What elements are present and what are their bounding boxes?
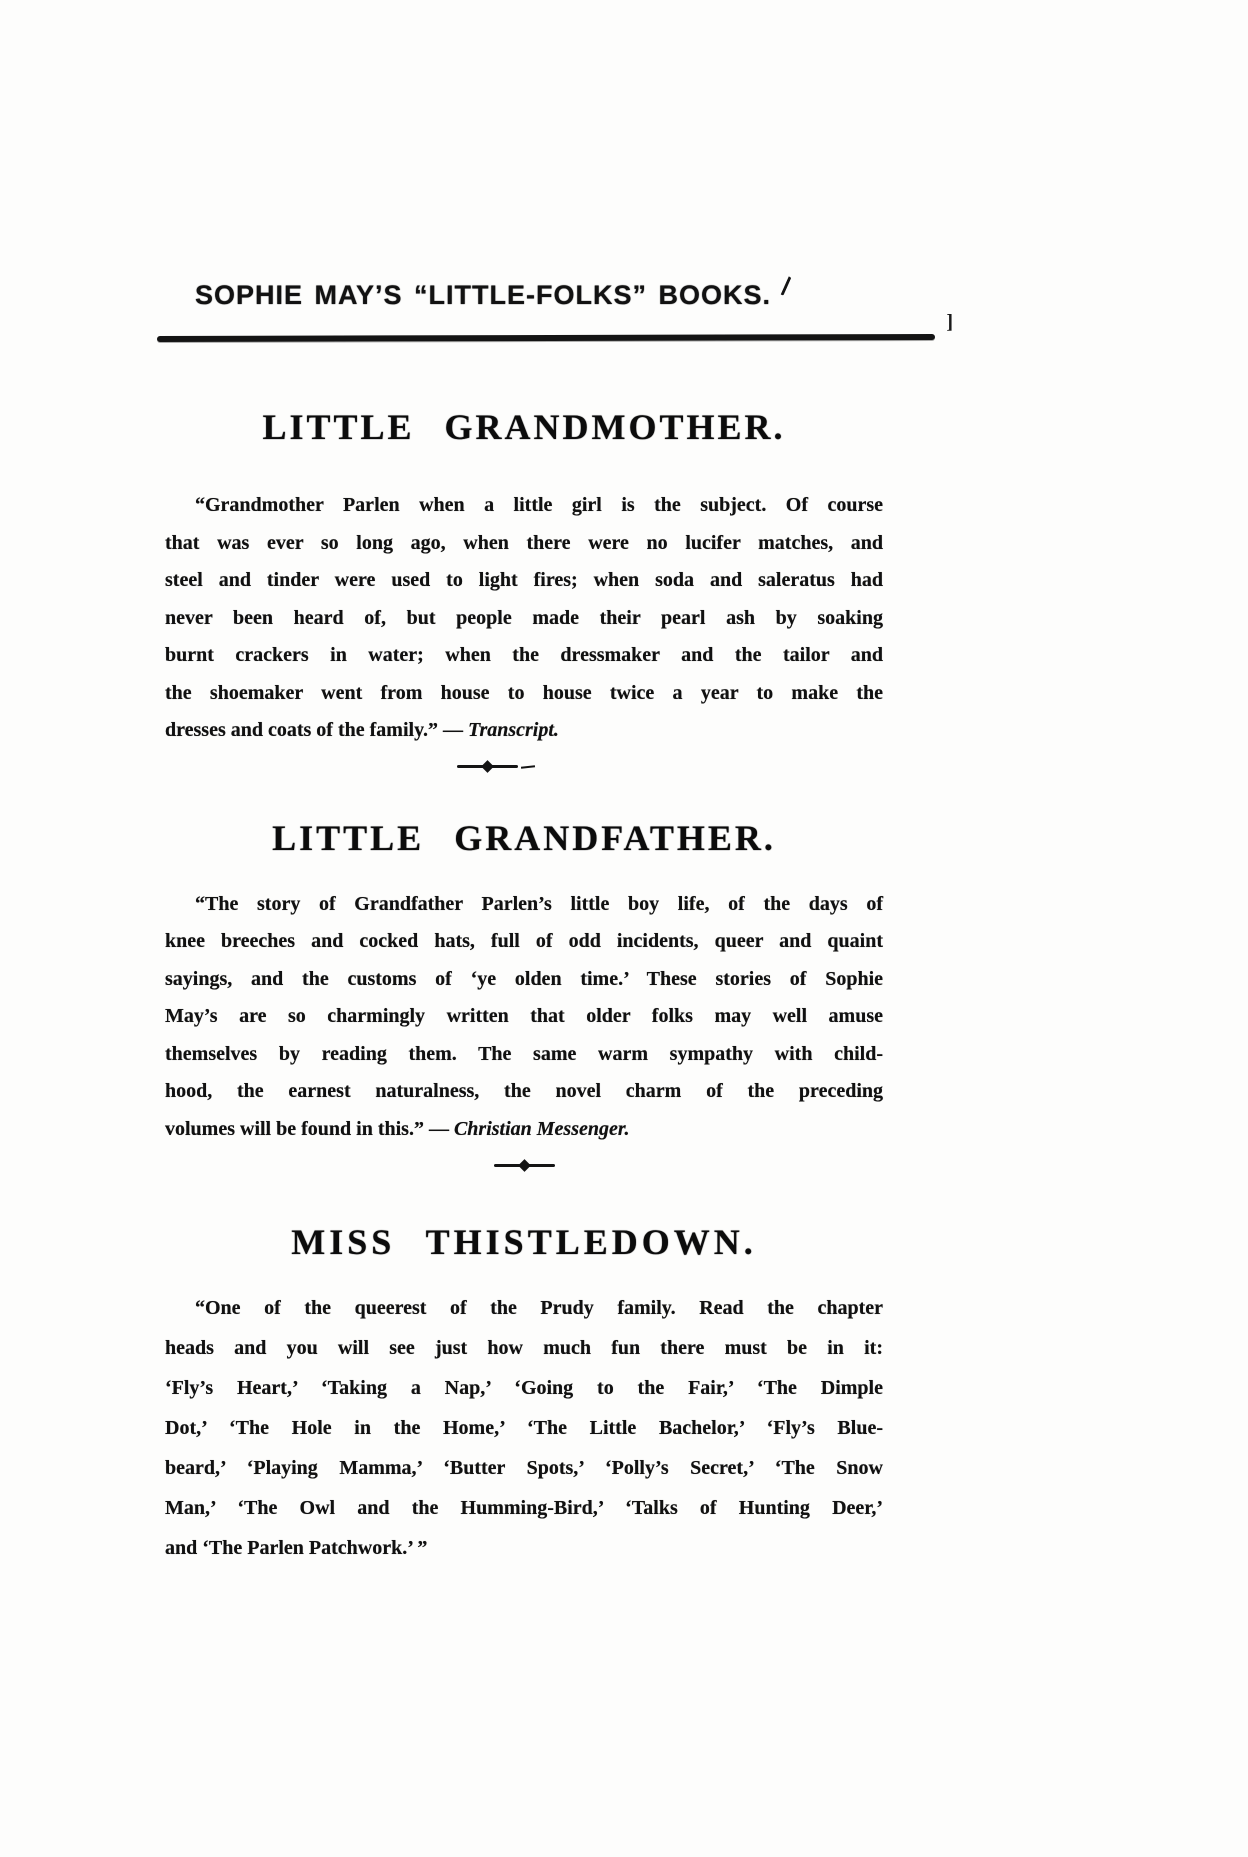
tailpiece-ornament-icon [165, 1160, 883, 1170]
ornament-diamond [481, 760, 494, 773]
text-line: Dot,’ ‘The Hole in the Home,’ ‘The Little Bachelor,’ ‘Fly’s Blue- [165, 1417, 883, 1439]
text-line: May’s are so charmingly written that older folks may well amuse [165, 1005, 883, 1027]
text-line: beard,’ ‘Playing Mamma,’ ‘Butter Spots,’ ‘Polly’s Secret,’ ‘The Snow [165, 1457, 883, 1479]
series-header [195, 280, 883, 311]
text-line: steel and tinder were used to light fires; when soda and saleratus had [165, 569, 883, 591]
text-line: hood, the earnest naturalness, the novel charm of the preceding [165, 1080, 883, 1102]
text-line: knee breeches and cocked hats, full of odd incidents, queer and quaint [165, 930, 883, 952]
attribution-source: Christian Messenger. [453, 1117, 630, 1140]
section-title-little-grandmother: LITTLE GRANDMOTHER. [262, 407, 786, 447]
tailpiece-ornament-icon [137, 762, 855, 772]
text-line: sayings, and the customs of ‘ye olden time.’ These stories of Sophie [165, 967, 883, 990]
review-quote-miss-thistledown [165, 1288, 883, 1568]
text-line: burnt crackers in water; when the dressmaker and the tailor and [165, 644, 883, 666]
header-rule [157, 334, 935, 342]
quote-end: and ‘The Parlen Patchwork.’ ” [165, 1537, 428, 1559]
text-line: Man,’ ‘The Owl and the Humming-Bird,’ ‘Talks of Hunting Deer,’ [165, 1497, 883, 1519]
text-line [165, 712, 883, 750]
section-title-miss-thistledown: MISS THISTLEDOWN. [291, 1222, 757, 1262]
quote-end: volumes will be found in this.” — [165, 1117, 454, 1140]
text-block [165, 0, 953, 1568]
quill-flourish-icon [772, 272, 792, 296]
attribution-source: Transcript. [467, 719, 559, 741]
review-quote-little-grandmother [165, 487, 883, 750]
header-rule-wrap [157, 311, 953, 341]
ornament-dash [490, 765, 518, 768]
text-line: themselves by reading them. The same warm sympathy with child- [165, 1042, 883, 1065]
series-header-text: SOPHIE MAY’S “LITTLE-FOLKS” BOOKS. [195, 280, 772, 310]
text-line: “The story of Grandfather Parlen’s little boy life, of the days of [195, 892, 883, 915]
text-line: the shoemaker went from house to house twice a year to make the [165, 681, 883, 704]
scan-mark-bracket: ] [946, 311, 953, 333]
ornament-diamond [518, 1159, 531, 1172]
text-line [165, 1528, 883, 1568]
text-line [165, 1111, 883, 1149]
text-line: that was ever so long ago, when there were no lucifer matches, and [165, 531, 883, 554]
text-line: “One of the queerest of the Prudy family. Read the chapter [195, 1297, 883, 1319]
section-title-little-grandfather: LITTLE GRANDFATHER. [272, 817, 776, 858]
text-line: heads and you will see just how much fun there must be in it: [165, 1337, 883, 1359]
text-line: ‘Fly’s Heart,’ ‘Taking a Nap,’ ‘Going to the Fair,’ ‘The Dimple [165, 1377, 883, 1399]
review-quote-little-grandfather [165, 886, 883, 1149]
text-line: never been heard of, but people made their pearl ash by soaking [165, 606, 883, 629]
ornament-tail [521, 765, 535, 768]
text-line: “Grandmother Parlen when a little girl is the subject. Of course [195, 494, 883, 516]
quote-end: dresses and coats of the family.” — [165, 719, 468, 741]
